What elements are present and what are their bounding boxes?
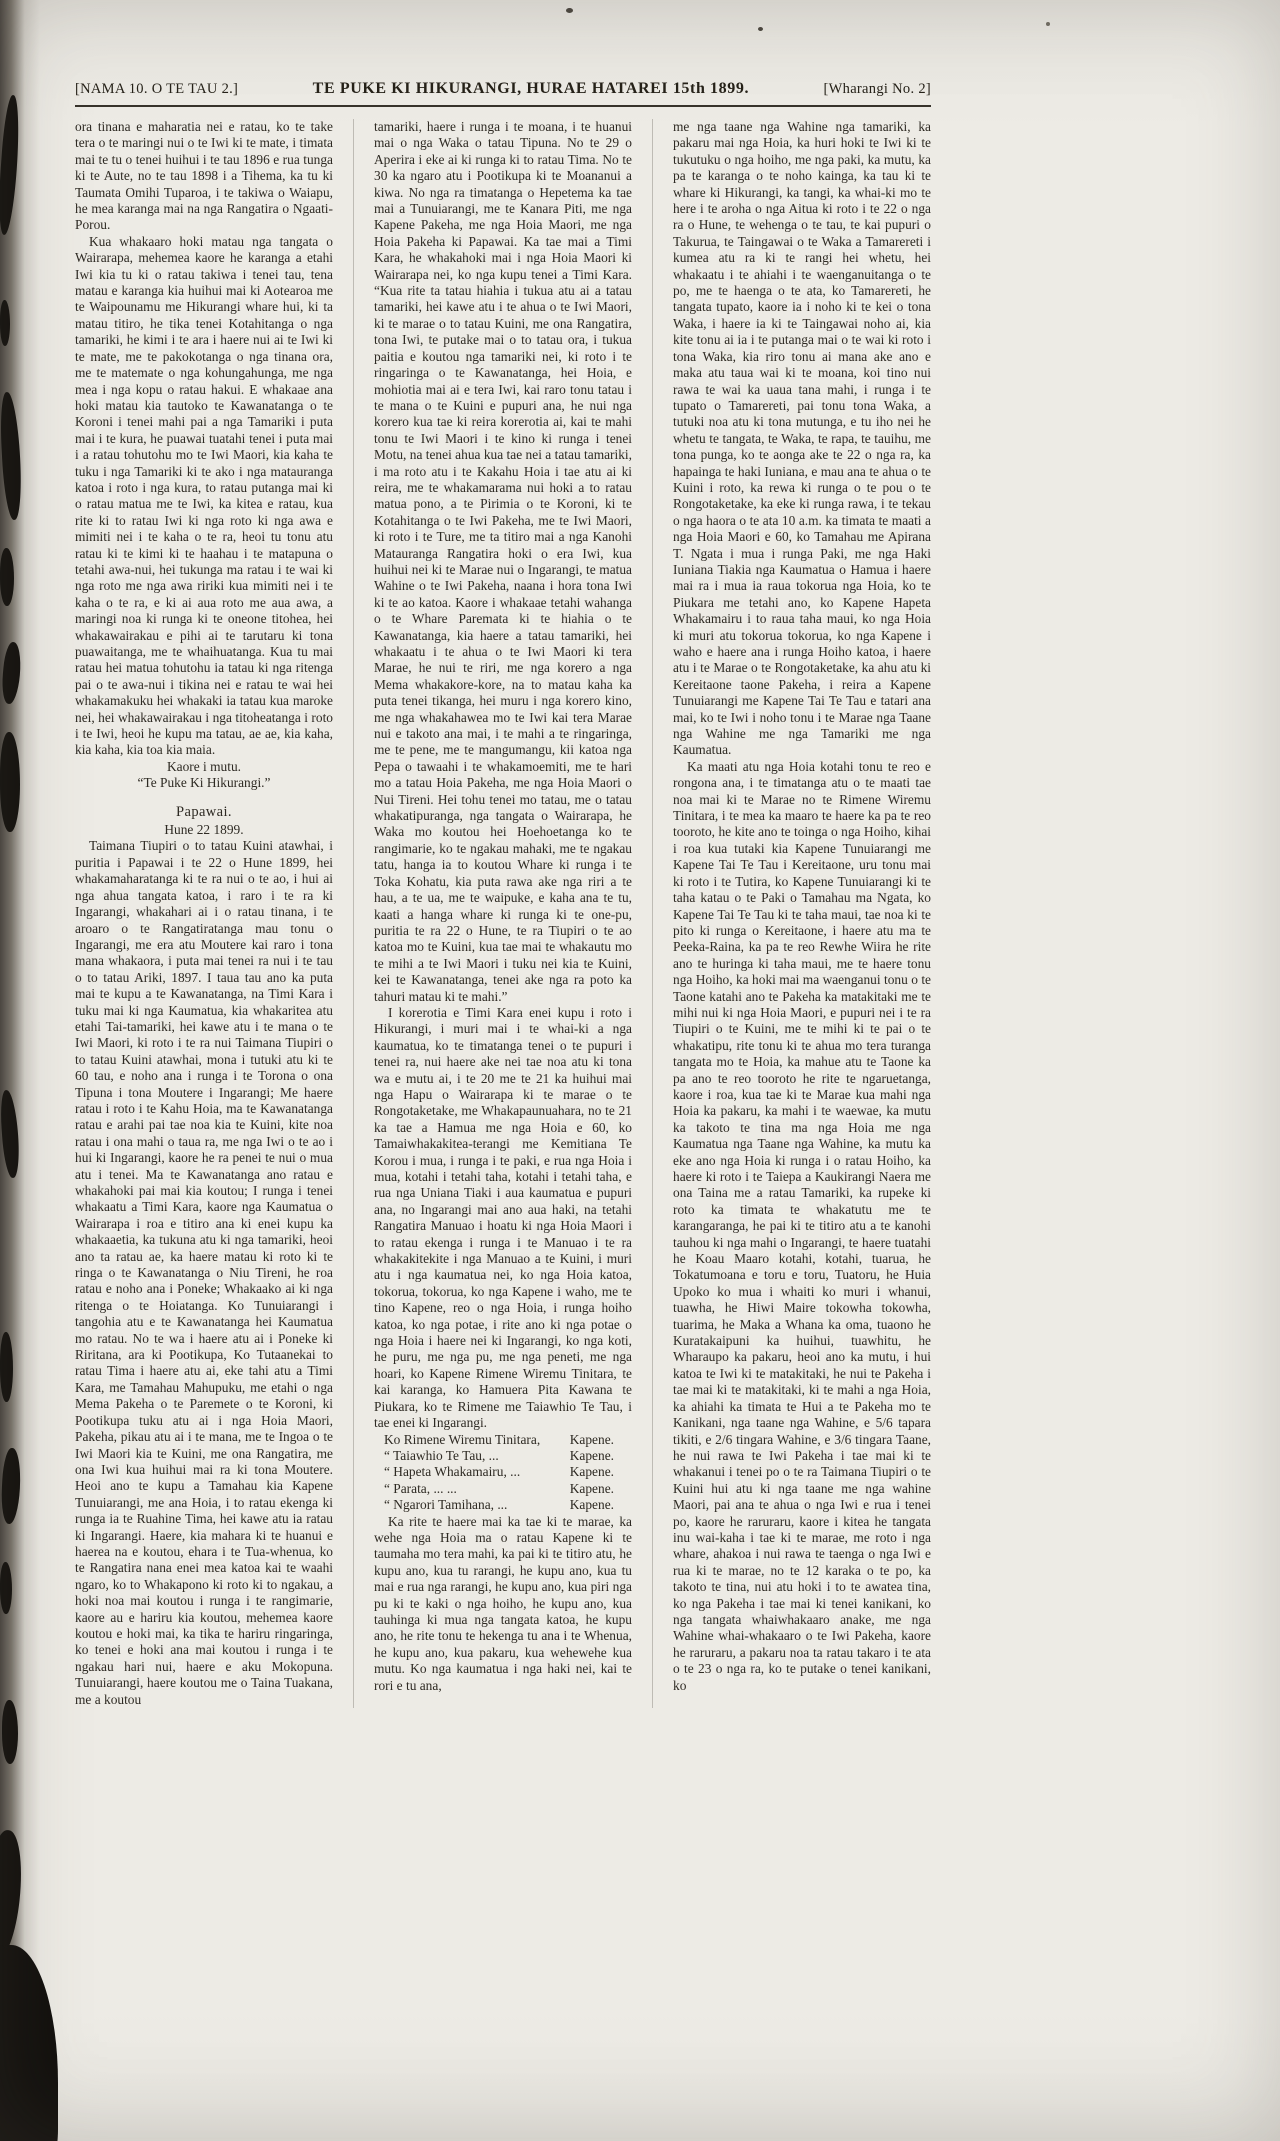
- captain-name: “ Ngarori Tamihana, ...: [384, 1497, 508, 1513]
- ink-mark: [0, 95, 22, 236]
- page-content: [75, 80, 931, 1708]
- centered-line: Kaore i mutu.: [166, 758, 241, 774]
- captain-list-row: [374, 1448, 632, 1464]
- captain-rank: Kapene.: [569, 1480, 614, 1496]
- captain-list-row: [374, 1464, 632, 1480]
- article-heading: Papawai.: [176, 803, 232, 820]
- ink-mark: [0, 1332, 13, 1402]
- centered-line: Hune 22 1899.: [164, 822, 244, 838]
- ink-mark: [0, 300, 10, 346]
- paragraph: Ka maati atu nga Hoia kotahi tonu te reo e rongona ana, i te timatanga atu o te maati tae noa mai ki te Marae no te Rimene Wiremu Tinitara, i te mea ka maaro te haere ka pa te reo tooroto, he kite ano te toinga o nga Hoiho, kihai i roa kua tutaki kia Kapene Tunuiarangi me Kapene Tai Te Tau i Kereitaone, uru tonu mai ki roto i te Tutira, ko Kapene Tunuiarangi ki te taha katau o te Paki o Tamahau ma Ngata, ko Kapene Tai Te Tau ki te taha maui, tae noa ki te pito ki runga o Kereitaone, i haere atu ma te Peeka-Raina, ka pa te reo Rewhe Wiira he rite ano te huringa ki taha maui, me te haere tonu nga Hoiho, ka hoki mai ma waenganui tonu o te Taone katahi ano te Pakeha ka matakitaki me te mihi nui ki nga Hoia Maori, e pupuri nei i te ra Tiupiri o te Kuini, me te mihi ki te pai o te whakatipu, rite tonu ki te ahua mo tera turanga tangata mo te Hoia, ka mahue atu te Taone ka pa ano te reo tooroto he rite te ngaruetanga, kaore i roa, kua tae ki te Marae kua mahi nga Hoia ka pakaru, ka mahi i te waewae, ka mutu ka takoto te tina ma nga Hoia me nga Kaumatua nga Taane nga Wahine, ka mutu ka eke ano nga Hoia ki runga i o ratau Hoiho, ka haere ki roto i te Taiepa a Kaukirangi Naera me ona Taina me a ratau Tamariki, ka rupeke ki roto ka timata te whakatutu me te karangaranga, he pai ki te titiro atu a te kanohi tauhou ki nga mahi o Ingarangi, te haere tuatahi he Koau Maaro kotahi, kotahi, tuarua, he Tokatumoana e toru e toru, Tuatoru, he Huia Upoko ko mua i whaiti ko muri i whanui, tuawha, he Hiwi Maire tokowha tokowha, tuarima, he Maka a Whana ka oma, tuaono he Kuratakaipuni ka huihui, tuawhitu, he Wharaupo ka pakaru, heoi ano ka mutu, i hui katoa te Iwi ki te matakitaki, he nui te Pakeha i tae mai ki te matakitaki, ki te mahi a nga Hoia, ka ahiahi ka timata te Hui a te Pakeha mo te Kanikani, nga taane nga Wahine, e 5/6 tapara tikiti, e 2/6 tingara Wahine, e 3/6 tingara Taane, he nui rawa te Iwi Pakeha i tae mai ki te whakanui i tenei po o te ra Taimana Tiupiri o te Kuini hui atu ki nga taane me nga wahine Maori, pai ana te ahua o nga Iwi e rua i tenei po, kaore he raruraru, kaore i kitea he tangata inu wai-kaha i tae ki te marae, me roto i nga whare, ahakoa i nui rawa te taenga o nga Iwi e rua ki te marae, no te 12 karaka o te po, ka takoto te tina, nui atu hoki i to te awatea tina, ko nga Pakeha i tae mai ki tenei kanikani, ko nga tangata whaiwhakaaro anake, me nga Wahine whai-whakaaro o te Iwi Pakeha, kaore he raruraru, a pakaru noa ta ratau takaro i te ata o te 23 o nga ra, ko te putake o tenei kanikani, ko: [673, 758, 931, 1693]
- captain-list-row: [374, 1432, 632, 1448]
- masthead: [75, 80, 931, 98]
- captain-rank: Kapene.: [569, 1497, 614, 1513]
- centered-line: “Te Puke Ki Hikurangi.”: [137, 775, 271, 791]
- captain-name: “ Hapeta Whakamairu, ...: [384, 1464, 521, 1480]
- columns: [75, 119, 931, 1708]
- paragraph-continuation: tamariki, haere i runga i te moana, i te huanui mai o nga Waka o tatau Tipuna. No te 29 o Aperira i eke ai ki runga ki to ratau Tima. No te 30 ka ngaro atu i Pootikupa ki te Moananui a kiwa. No nga ra timatanga o Hepetema ka tae mai a Tunuiarangi, me te Kanara Piti, me nga Kapene Pakeha, me nga Hoia Maori, me nga Hoia Pakeha ki Papawai. Ka tae mai a Timi Kara, he whakahoki mai i nga Hoia Maori ki Wairarapa nei, ko nga kupu tenei a Timi Kara. “Kua rite ta tatau hiahia i tukua atu ai a tatau tamariki, hei kawe atu i te ahua o te Iwi Maori, ki te marae o to tatau Kuini, me ona Rangatira, tona Iwi, te putake mai o to tatau ora, i tukua paitia e koutou nga tamariki nei, ki roto i te ringaringa o te Kawanatanga, hei Hoia, e mohiotia mai ai e tera Iwi, kai raro tonu tatau i te mana o te Kuini e pupuri ana, he nui nga korero kua tae ki reira korerotia ai, kai te mahi tonu te Iwi Maori i te kino ki runga i tenei Motu, na tenei ahua kua tae nei a tatau tamariki, i ma roto atu i te Kakahu Hoia i tae atu ai ki reira, me te whakamarama nui hoki a to ratau matua pono, a te Pirimia o te Koroni, ki te Kotahitanga o te Iwi Pakeha, me te Iwi Maori, ki roto i te Ture, me ta titiro mai a nga Kanohi Matauranga Rangatira hoki o era Iwi, kua huihui nei ki te Marae nui o Ingarangi, te matua Wahine o te Iwi Pakeha, naana i hora tona Iwi ki te ao katoa. Kaore i whakaae tetahi wahanga o te Whare Paremata ki te hiahia o te Kawanatanga, kia haere a tatau tamariki, hei whakaatu i te ahua o te Iwi Maori ki tera Marae, he nui te riri, me nga korero a nga Mema whakakore-kore, na to matau kaha ka puta tenei tikanga, hei muru i nga korero kino, me nga whakahawea mo te Iwi kai tera Marae nui e takoto ana mai, i te mahi a te ringaringa, me te pene, me te mangumangu, kii katoa nga Pepa o tawaahi i te whakamoemiti, me te hari mo a tatau Hoia Pakeha, me nga Hoia Maori o Nui Tireni. Hei tohu tenei mo tatau, me o tatau whakatipuranga, nga tangata o Wairarapa, he Waka mo koutou hei Hoehoetanga ko te rangimarie, ko te ngakau mahaki, me te ngakau tatu, hanga ia to koutou Whare ki runga i te Toka Kohatu, kia puta rawa ake nga riri a te hau, a te ua, me te waipuke, e kaha ana te tu, kaati a hanga whare ki runga ki te one-pu, puritia te ra 22 o Hune, te ra Tiupiri o te ao katoa mo te Kuini, kua tae mai te whakautu mo te mihi a te Iwi Maori i tuku nei kia te Kuini, kei te Kawanatanga, tenei ake nga ra poto ka tahuri matau ki te mahi.”: [374, 119, 632, 1004]
- paragraph: Ka rite te haere mai ka tae ki te marae, ka wehe nga Hoia ma o ratau Kapene ki te taumaha mo tera mahi, ka pai ki te titiro atu, he kupu ano, kua tu rarangi, he kupu ano, kua tu mai e rua nga rarangi, he kupu ano, kua piri nga pu ki te kaki o nga hoiho, he kupu ano, kua tauhinga ki mua nga tangata katoa, he kupu ano, he rite tonu te hekenga tu ana i te Whenua, he kupu ano, kua pakaru, kua wehewehe kua mutu. Ko nga kaumatua i nga haki nei, kai te rori e tu ana,: [374, 1513, 632, 1693]
- page-number: [Wharangi No. 2]: [823, 81, 931, 97]
- scan-binding-edge: [0, 0, 40, 2141]
- captain-rank: Kapene.: [569, 1447, 614, 1463]
- issue-number: [NAMA 10. O TE TAU 2.]: [75, 81, 239, 97]
- ink-mark: [0, 1829, 27, 1962]
- ink-mark: [0, 548, 14, 606]
- ink-mark: [0, 1090, 21, 1179]
- scan-speck: [1046, 22, 1050, 26]
- ink-blot-corner: [0, 1945, 58, 2141]
- paragraph-continuation: me nga taane nga Wahine nga tamariki, ka pakaru mai nga Hoia, ka huri hoki te Iwi ki te tukutuku o nga hoiho, me nga paki, ka mutu, ka pa te karanga o te noho kainga, ka tau ki te whare ki Hikurangi, ka tangi, ka whai-ki mo te here i te aroha o nga Aitua ki roto i te 22 o nga ra o Hune, te wehenga o te tau, te kai pupuri o Takurua, te Taingawai o te Waka a Tamarereti i kumea atu ra ki te rangi hei whetu, hei whakaatu i te ahiahi i te waenganuitanga o te po, me te haenga o te ata, ko Tamarereti, he tangata tupato, kaore ia i noho ki te kei o tona Waka, i haere ia ki te Taingawai noho ai, kia kite tonu ai ia i te putanga mai o te wai ki roto i tona Waka, kia riro tonu ai mana ake ano e maka atu taua wai ki te moana, koi tino nui rawa te wai ka uaua tana mahi, i runga i te tupato o Tamarereti, pai tonu tona Waka, a tutuki noa atu ki tona mutunga, e tu iho nei he whetu te tangata, te Waka, te rapa, te tauihu, me tona punga, ko te aonga ake te 22 o nga ra, ka hapainga te haki Iuniana, e mau ana te ahua o te Kuini i roto, ka rewa ki runga o te pou o te Rongotaketake, ka eke ki runga rawa, i te tekau o nga haora o te ata 10 a.m. ka timata te maati a nga Hoia Maori e 60, ko Tamahau me Apirana T. Ngata i mua i runga Paki, me nga Haki Iuniana Tiakia nga Kaumatua o Hamua i haere mai ra i mua ia raua tokorua nga Hoia, ko te Piukara me tetahi ano, ko Kapene Hapeta Whakamairu i to raua taha maui, ko nga Hoia ki muri atu tokorua tokorua, ko nga Kapene i waho e haere ana i runga Hoiho katoa, i haere atu i te Marae o te Rongotaketake, ka ahu atu ki Kereitaone taone Pakeha, i reira a Kapene Tunuiarangi me Kapene Tai Te Tau e tatari ana mai, ko te Iwi i noho tonu i te Marae nga Taane nga Wahine me nga Tamariki me nga Kaumatua.: [673, 119, 931, 758]
- scan-speck: [566, 8, 573, 13]
- scan-speck: [758, 27, 763, 31]
- column-2: [353, 119, 632, 1708]
- captain-name: Ko Rimene Wiremu Tinitara,: [384, 1431, 541, 1447]
- captain-rank: Kapene.: [569, 1431, 614, 1447]
- captain-name: “ Taiawhio Te Tau, ...: [384, 1447, 499, 1463]
- captain-rank: Kapene.: [569, 1464, 614, 1480]
- captain-list-row: [374, 1497, 632, 1513]
- ink-mark: [0, 392, 23, 521]
- ink-mark: [2, 1700, 18, 1764]
- paragraph-continuation: ora tinana e maharatia nei e ratau, ko te take tera o te maringi nui o te Iwi ki te mate, i timata mai te tu o tenei huihui i te tau 1896 e rua tunga ki te Aute, no te tau 1898 i a Tihema, ka tu ki Taumata Omihi Tuparoa, i te takiwa o Waiapu, he mea karanga mai na nga Rangatira o Ngaati-Porou.: [75, 119, 333, 233]
- masthead-rule: [75, 105, 931, 107]
- ink-mark: [0, 732, 20, 832]
- column-1: [75, 119, 333, 1708]
- captain-list-row: [374, 1481, 632, 1497]
- ink-mark: [0, 1562, 12, 1614]
- newspaper-title: TE PUKE KI HIKURANGI, HURAE HATAREI 15th 1899.: [312, 80, 750, 97]
- ink-mark: [0, 1448, 22, 1525]
- paragraph: I korerotia e Timi Kara enei kupu i roto i Hikurangi, i muri mai i te whai-ki a nga kaumatua, ko te timatanga tenei o te pupuri i tenei ra, nui haere ake nei tae noa atu ki tona wa e mutu ai, i te 20 me te 21 ka huihui mai nga Hapu o Wairarapa ki te marae o te Rongotaketake, me Whakapaunuahara, no te 21 ka tae a Hamua me nga Hoia e 60, ko Tamaiwhakakitea-terangi me Kemitiana Te Korou i mua, i runga i te paki, e rua nga Hoia i mua, kotahi i tetahi taha, kotahi i tetahi taha, e rua nga Uniana Tiaki i aua kaumatua e pupuri ana, no Ingarangi mai ano aua haki, na tetahi Rangatira Manuao i hoatu ki nga Hoia Maori i to ratau ekenga i runga i te Manuao i te ra whakakitekite i nga Manuao a te Kuini, i muri atu i nga kaumatua nei, ko nga Hoia katoa, tokorua, tokorua, ko nga Kapene i waho, me te tino Kapene, reo o nga Hoia, i runga hoiho katoa, ko nga potae, i rite ano ki nga potae o nga Hoia i haere nei ki Ingarangi, ko nga koti, he puru, me nga pu, me nga peneti, me nga hoari, ko Kapene Rimene Wiremu Tinitara, te kai karanga, ko Hamuera Pita Kawana te Piukara, ko te Rimene me Taiawhio Te Tau, i tae enei ki Ingarangi.: [374, 1004, 632, 1431]
- ink-mark: [0, 641, 22, 704]
- column-3: [652, 119, 931, 1708]
- paragraph: Taimana Tiupiri o to tatau Kuini atawhai, i puritia i Papawai i te 22 o Hune 1899, hei whakamaharatanga ki te ra nui o te ao, i hui ai nga ahua tangata katoa, i raro i te ra ki Ingarangi, whakahari ai i o ratau tinana, i te aroaro o te Rangatiratanga mau tonu o Ingarangi, me era atu Moutere kai raro i tona mana whakaora, i puta mai tenei ra nui i te tau o to tatau Ariki, 1897. I taua tau ano ka puta mai te kupu a te Kawanatanga, na Timi Kara i tuku mai ki nga Kaumatua, kia whakaritea atu etahi Tai-tamariki, hei kawe atu i te mana o te Iwi Maori, ki roto i te ra nui Taimana Tiupiri o to tatau Kuini atawhai, mona i tutuki atu ki te 60 tau, e noho ana i runga i te Torona o ona Tipuna i tona Moutere i Ingarangi; Me haere ratau i roto i te Kahu Hoia, ma te Kawanatanga ratau e arahi pai tae noa kia te Kuini, kite noa ratau i ona mahi o taua ra, me nga Iwi o te ao i hui ki Ingarangi, kaore he ra penei te nui o mua atu i tenei. Ma te Kawanatanga ano ratau e whakahoki pai mai kia koutou; I runga i tenei whakaatu a Timi Kara, kaore nga Kaumatua o Wairarapa i roa e titiro ana ki enei kupu ka whakaaetia, ka tukuna atu ki nga tamariki, heoi ano ta ratau ae, ka haere matau ki roto ki te ringa o te Kawanatanga o Niu Tireni, he roa ratau e noho ana i Poneke; Whakaako ai ki nga ritenga o te Hoiatanga. Ko Tunuiarangi i tangohia atu e te Kawanatanga hei Kaumatua mo ratau. No te wa i haere atu ai i Poneke ki Riritana, ara ki Pootikupa, Ko Tutaanekai to ratau Tima i haere atu ai, eke tahi atu a Timi Kara, me Tamahau Mahupuku, me etahi o nga Mema Pakeha o te Paremete o te Koroni, ki Pootikupa tuku atu ai i nga Hoia Maori, Pakeha, pikau atu ai i te mana, me te Ingoa o te Iwi Maori kia te Kuini, me ona Rangatira, me ona Iwi kua huihui mai ra ki tona Moutere. Heoi ano te kupu a Tamahau kia Kapene Tunuiarangi, me ana Hoia, i to ratau ekenga ki runga ia te Ruahine Tima, hei kawe atu ia ratau ki Ingarangi. Haere, kia mahara ki te huanui e haerea na e koutou, ehara i te Tua-whenua, ko te Rangatira nana enei mea katoa kai te waahi ngaro, ko to Whakapono ki roto ki to ngakau, a hoki noa mai koutou i runga i te rangimarie, kaore au e hariru kia koutou, mehemea kaore koutou e hoki mai, ka tika te hariru ringaringa, ko tenei e hoki ana mai koutou i runga i te ngakau hari nui, haere e aku Mokopuna. Tunuiarangi, haere koutou me o Taina Tuakana, me a koutou: [75, 838, 333, 1707]
- captain-name: “ Parata, ... ...: [384, 1480, 457, 1496]
- paragraph: Kua whakaaro hoki matau nga tangata o Wairarapa, mehemea kaore he karanga a etahi Iwi kia tu ki o ratau takiwa i tenei tau, tena matau e karanga kia huihui mai ki Aotearoa me te Waipounamu me Hikurangi whare hui, ki ta matau titiro, he tika tenei Kotahitanga o nga tamariki, he kimi i te ara i haere nui ai te Iwi ki te mate, me te pakokotanga o nga tinana ora, me te matemate o nga kohungahunga, me nga mea i nga kopu o ratau hakui. E whakaae ana hoki matau kia tautoko te Kawanatanga o te Koroni i tenei mahi pai a nga Tamariki i puta mai i te kura, he puawai tuatahi tenei i puta mai i a ratau tohutohu mo te Iwi Maori, kia kaha te tuku i nga Tamariki ki te ako i nga matauranga katoa i roto i nga kura, to ratau putanga mai ki o ratau matua me te Iwi, ka kitea e ratau, kua rite ki to ratau Iwi ki nga roto ki nga awa e mimiti nei i te kaha o te ra, heoi tu tonu atu ratau ki te kimi ki te haahau i te matapuna o tetahi awa-nui, hei tukunga ma ratau i te wai ki nga roto me nga awa ririki kua mimiti nei i te kaha o te ra, e ki ai aua roto me aua awa, a maringi noa ki runga ki te oneone titohea, hei whakawairakau e pihi ai te tarutaru ki tona puawaitanga, me te whaihuatanga. Kua tu mai ratau hei matua tohutohu ia tatau ki nga ritenga pai o te awa-nui i tikina nei e ratau te wai hei whakamakuku hei whakaki ia tatau kua maroke nei, hei whakawairakau i nga titoheatanga i roto i te Iwi, heoi he kupu ma tatau, ae ae, kia kaha, kia kaha, kia toa kia maia.: [75, 233, 333, 758]
